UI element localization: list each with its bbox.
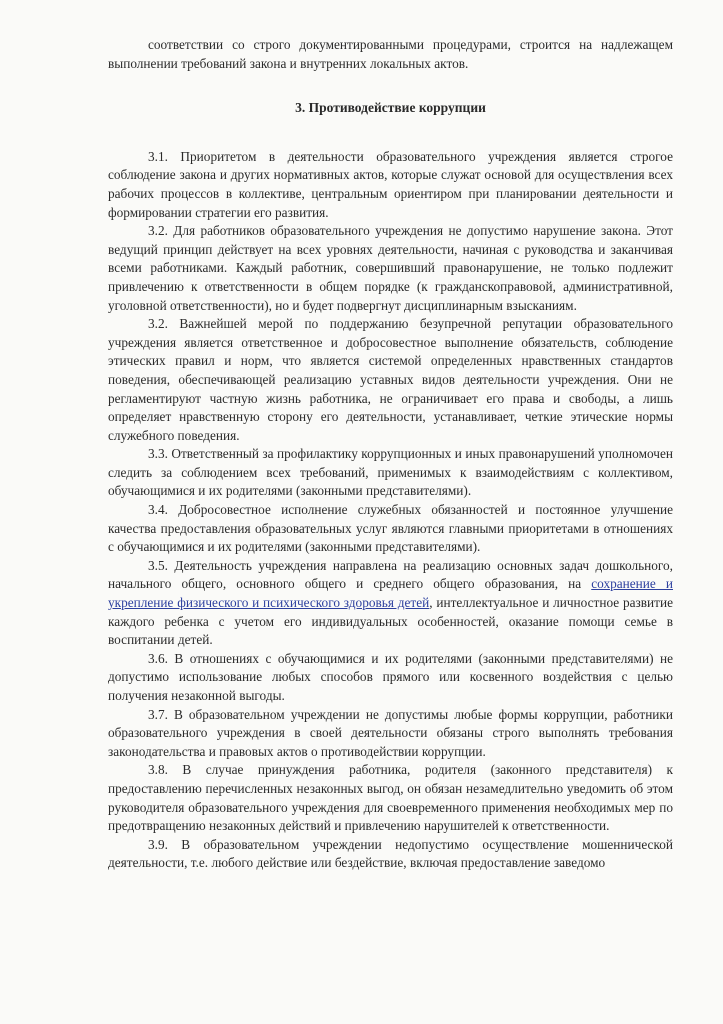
paragraph-3-4: 3.4. Добросовестное исполнение служебных обязанностей и постоянное улучшение качества предоставления образовательных услуг являются главными приоритетами в отношениях с обучающимися и их родителями (законными представителями). [108,502,673,555]
document-body [108,36,673,873]
paragraph-3-2: 3.2. Для работников образовательного учреждения не допустимо нарушение закона. Этот ведущий принцип действует на всех уровнях деятельности, начиная с руководства и заканчивая всеми работниками. Каждый работник, совершивший правонарушение, не только подлежит привлечению к ответственности в общем порядке (к гражданскоправовой, административной, уголовной ответственности), но и будет подвергнут дисциплинарным взысканиям. [108,223,673,313]
link-health-strengthening[interactable]: укрепление физического и психического здоровья детей [108,595,430,611]
paragraph-3-5 [108,557,673,650]
paragraph-3-8: 3.8. В случае принуждения работника, родителя (законного представителя) к предоставлению перечисленных незаконных выгод, он обязан незамедлительно уведомить об этом руководителя образовательного учреждения для своевременного применения необходимых мер по предотвращению незаконных действий и привлечению нарушителей к ответственности. [108,762,673,834]
lead-paragraph: соответствии со строго документированными процедурами, строится на надлежащем выполнении требований закона и внутренних локальных актов. [108,37,673,71]
paragraph-3-5-end: , интеллектуальное и личностное развитие каждого ребенка с учетом его индивидуальных особенностей, оказание помощи семье в воспитании детей. [108,595,673,648]
paragraph-3-7: 3.7. В образовательном учреждении не допустимы любые формы коррупции, работники образовательного учреждения в своей деятельности обязаны строго выполнять требования законодательства и правовых актов о противодействии коррупции. [108,706,673,759]
link-preservation[interactable]: сохранение и [591,576,673,592]
paragraph-3-3: 3.3. Ответственный за профилактику коррупционных и иных правонарушений уполномочен следить за соблюдением всех требований, применимых к взаимодействиям с коллективом, обучающимися и их родителями (законными представителями). [108,446,673,499]
paragraph-3-6: 3.6. В отношениях с обучающимися и их родителями (законными представителями) не допустимо использование любых способов прямого или косвенного воздействия с целью получения незаконной выгоды. [108,650,673,703]
paragraph-3-2-reputation: 3.2. Важнейшей мерой по поддержанию безупречной репутации образовательного учреждения является ответственное и добросовестное выполнение обязательств, соблюдение этических правил и норм, что является системой определенных нравственных стандартов поведения, обеспечивающей реализацию уставных видов деятельности учреждения. Они не регламентируют частную жизнь работника, не ограничивает его права и свободы, а лишь определяет нравственную сторону его деятельности, устанавливает, четкие этические нормы служебного поведения. [108,316,673,443]
section-heading: 3. Противодействие коррупции [295,100,486,116]
paragraph-3-1: 3.1. Приоритетом в деятельности образовательного учреждения является строгое соблюдение закона и других нормативных актов, которые служат основой для осуществления всех рабочих процессов в коллективе, центральным ориентиром при планировании деятельности и формировании стратегии его развития. [108,148,673,220]
paragraph-3-9: 3.9. В образовательном учреждении недопустимо осуществление мошеннической деятельности, т.е. любого действие или бездействие, включая предоставление заведомо [108,836,673,871]
paragraph-3-5-start: 3.5. Деятельность учреждения направлена на реализацию основных задач дошкольного, начального общего, основного общего и среднего общего образования, на [108,557,673,592]
